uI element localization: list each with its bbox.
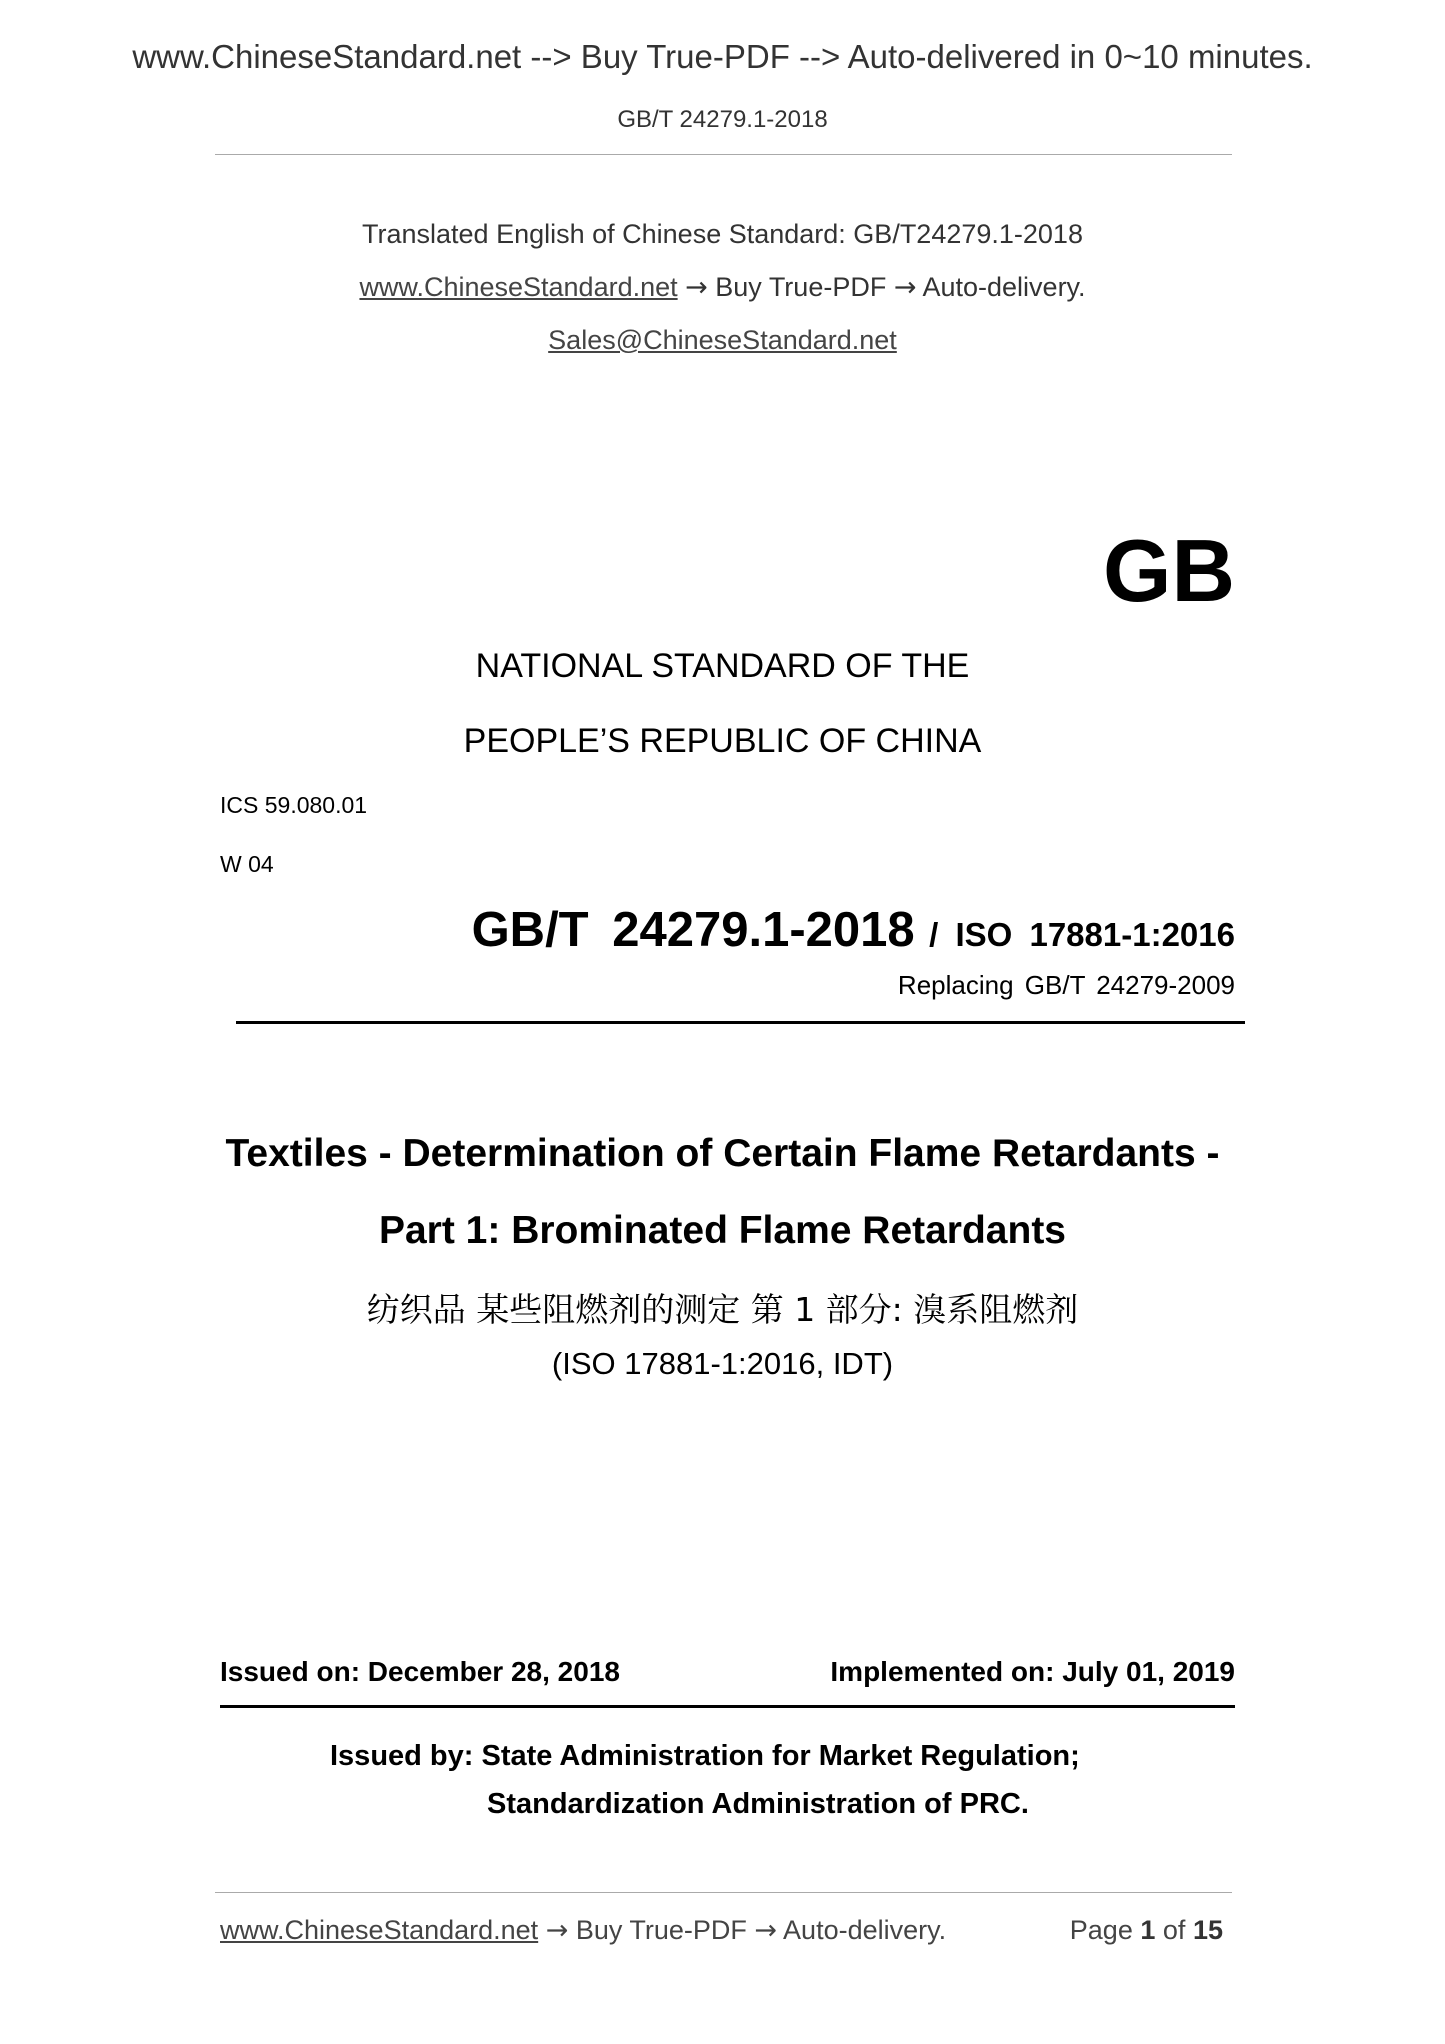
iso-equivalent: / ISO 17881-1:2016 <box>929 916 1235 953</box>
footer-delivery-text: Auto-delivery. <box>783 1915 947 1945</box>
arrow-right-icon: → <box>754 1915 778 1946</box>
chinese-title: 纺织品 某些阻燃剂的测定 第 1 部分: 溴系阻燃剂 <box>366 1290 1079 1329</box>
arrow-right-icon: → <box>545 1915 569 1946</box>
arrow-right-icon: → <box>893 272 917 303</box>
footer-site-link[interactable]: www.ChineseStandard.net <box>220 1915 539 1945</box>
ccs-code: W 04 <box>220 851 274 877</box>
buy-line <box>0 272 1445 303</box>
iso-equivalence: (ISO 17881-1:2016, IDT) <box>551 1346 894 1381</box>
national-standard-line1: NATIONAL STANDARD OF THE <box>475 647 970 685</box>
implemented-on-date: Implemented on: July 01, 2019 <box>830 1656 1235 1687</box>
page-current: 1 <box>1140 1915 1156 1945</box>
issuer-line1: Issued by: State Administration for Market Regulation; <box>330 1740 1080 1772</box>
national-standard-line2: PEOPLE’S REPUBLIC OF CHINA <box>463 722 982 760</box>
top-banner: www.ChineseStandard.net --> Buy True-PDF --> Auto-delivered in 0~10 minutes. <box>132 38 1313 75</box>
footer-divider <box>215 1892 1232 1893</box>
issued-on-date: Issued on: December 28, 2018 <box>220 1656 620 1687</box>
page-indicator <box>1070 1915 1223 1946</box>
delivery-text: Auto-delivery. <box>922 272 1086 302</box>
gb-logo: GB <box>1103 521 1235 620</box>
header-standard-code: GB/T 24279.1-2018 <box>617 106 828 133</box>
footer-buy-text: Buy True-PDF <box>575 1915 747 1945</box>
arrow-right-icon: → <box>685 272 708 303</box>
header-divider <box>215 154 1232 155</box>
title-line2: Part 1: Brominated Flame Retardants <box>378 1209 1066 1252</box>
ics-code: ICS 59.080.01 <box>220 792 368 818</box>
issuer-line2: Standardization Administration of PRC. <box>487 1788 1029 1820</box>
dates-divider <box>220 1705 1235 1708</box>
cover-divider <box>236 1021 1245 1024</box>
replacing-standard: Replacing GB/T 24279-2009 <box>897 970 1235 1000</box>
page-label: Page <box>1069 1915 1133 1945</box>
standard-number: GB/T 24279.1-2018 <box>471 903 915 957</box>
standard-number-row <box>472 902 1235 958</box>
page-of-label: of <box>1162 1915 1186 1945</box>
title-line1: Textiles - Determination of Certain Flame Retardants - <box>225 1132 1220 1175</box>
page-total: 15 <box>1192 1915 1223 1945</box>
sales-email-line <box>0 325 1445 356</box>
footer-links <box>220 1915 946 1946</box>
translated-line: Translated English of Chinese Standard: GB/T24279.1-2018 <box>362 219 1083 249</box>
buy-text: Buy True-PDF <box>715 272 887 302</box>
sales-email-link[interactable]: Sales@ChineseStandard.net <box>548 325 897 355</box>
site-link[interactable]: www.ChineseStandard.net <box>359 272 678 302</box>
